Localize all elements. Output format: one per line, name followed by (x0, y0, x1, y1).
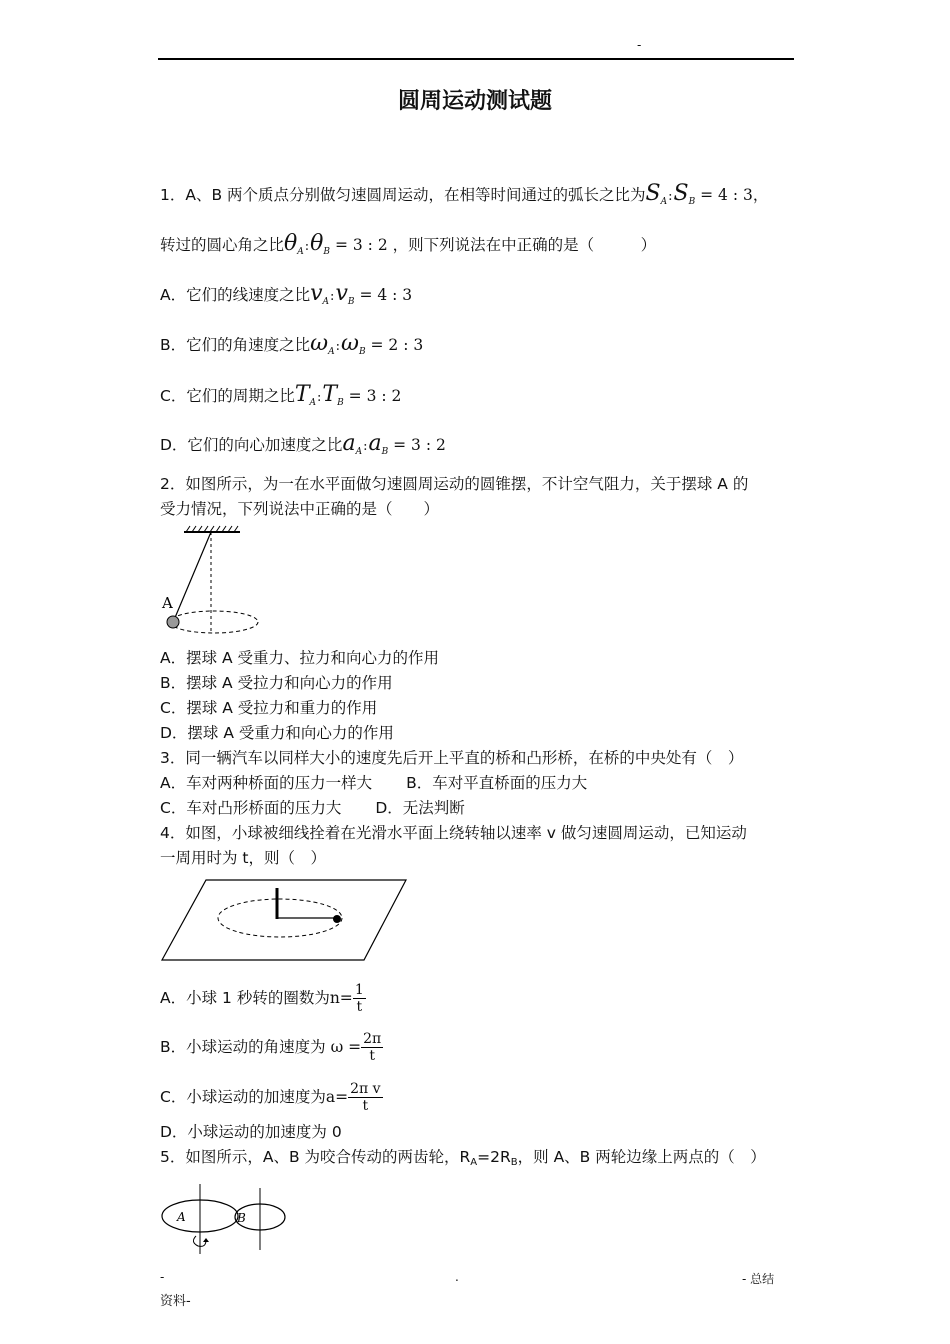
header-mark: - (637, 38, 642, 52)
q1-ratio-arc: $S_A:S_B = 4$ : 3 (645, 181, 753, 207)
q2-option-a: A．摆球 A 受重力、拉力和向心力的作用 (160, 649, 440, 667)
q2-stem-line2: 受力情况，下列说法中正确的是（ ） (160, 500, 440, 518)
q2-stem-line1: 2．如图所示，为一在水平面做匀速圆周运动的圆锥摆，不计空气阻力，关于摆球 A 的 (160, 475, 749, 493)
q1-stem-line1: 1．A、B 两个质点分别做匀速圆周运动，在相等时间通过的弧长之比为$S_A:S_B = 4$ : 3， (160, 181, 769, 207)
q3-options-ab (160, 772, 587, 794)
q1-option-a: A．它们的线速度之比$v_A:v_B = 4$ : 3 (160, 281, 413, 307)
q3-option-b: B．车对平直桥面的压力大 (406, 774, 588, 792)
q4-option-c: C．小球运动的加速度为a= $\frac{\text{2π v}}{t}$ (160, 1081, 381, 1114)
gear-a-label: A (177, 1210, 186, 1224)
header-rule (158, 58, 794, 60)
q3-option-c: C．车对凸形桥面的压力大 (160, 799, 342, 817)
q4-option-a: A．小球 1 秒转的圈数为n= $\frac{1}{t}$ (160, 982, 364, 1015)
q1-option-b: B．它们的角速度之比$\omega_A:\omega_B = 2$ : 3 (160, 331, 424, 357)
page-title: 圆周运动测试题 (397, 89, 552, 114)
q1-stem-line2: 转过的圆心角之比$\theta_A:\theta_B = 3$ : 2 ，则下列说法在中正确的是（ ） (160, 231, 657, 257)
q1-option-c: C．它们的周期之比$T_A:T_B = 3$ : 2 (160, 382, 402, 408)
footer-left: - (160, 1270, 165, 1284)
q5-stem: 5．如图所示，A、B 为咬合传动的两齿轮，RA=2RB，则 A、B 两轮边缘上两点的（ ） (160, 1148, 766, 1168)
conical-pendulum-figure (160, 524, 270, 640)
q4-option-d: D．小球运动的加速度为 0 (160, 1123, 342, 1141)
pendulum-label: A (162, 594, 173, 612)
q1-ratio-angle: $\theta_A:\theta_B = 3$ : 2 (284, 231, 388, 257)
gear-b-label: B (237, 1211, 246, 1225)
ball (333, 915, 341, 923)
q3-option-a: A．车对两种桥面的压力一样大 (160, 774, 373, 792)
footer-bottom: 资料- (160, 1294, 191, 1309)
pendulum-ball (167, 616, 179, 628)
q3-options-cd (160, 797, 465, 819)
q2-option-b: B．摆球 A 受拉力和向心力的作用 (160, 674, 393, 692)
footer-right: - 总结 (742, 1272, 775, 1286)
q3-option-d: D．无法判断 (375, 799, 465, 817)
q3-stem: 3．同一辆汽车以同样大小的速度先后开上平直的桥和凸形桥，在桥的中央处有（ ） (160, 749, 744, 767)
q4-option-b: B．小球运动的角速度为 ω = $\frac{2\pi}{t}$ (160, 1031, 382, 1064)
q2-option-d: D．摆球 A 受重力和向心力的作用 (160, 724, 394, 742)
q4-stem-line2: 一周用时为 t，则（ ） (160, 849, 327, 867)
q4-stem-line1: 4．如图，小球被细线拴着在光滑水平面上绕转轴以速率 v 做匀速圆周运动，已知运动 (160, 824, 747, 842)
q1-option-d: D．它们的向心加速度之比$a_A:a_B = 3$ : 2 (160, 431, 446, 457)
horizontal-plane-figure (160, 876, 410, 964)
gear-pair-figure (158, 1180, 294, 1258)
q2-option-c: C．摆球 A 受拉力和重力的作用 (160, 699, 378, 717)
footer-middle: . (455, 1270, 459, 1284)
